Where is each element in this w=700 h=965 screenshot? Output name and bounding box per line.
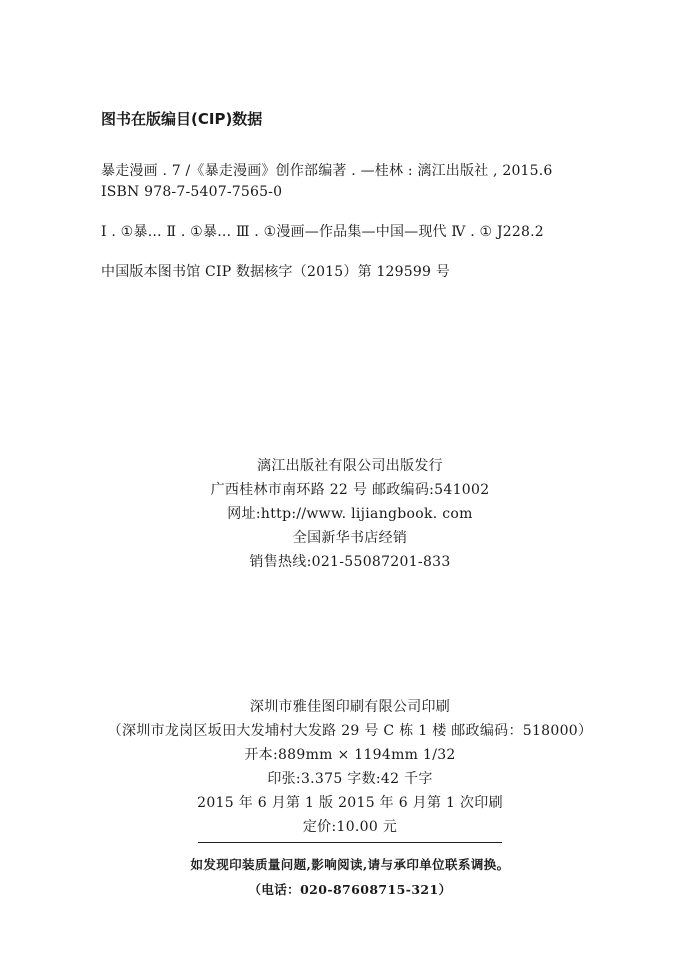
printer-name: 深圳市雅佳图印刷有限公司印刷 (249, 699, 451, 715)
edition-info: 2015 年 6 月第 1 版 2015 年 6 月第 1 次印刷 (197, 795, 503, 811)
publisher-website: 网址:http://www. lijiangbook. com (227, 506, 473, 522)
publisher-name: 漓江出版社有限公司出版发行 (257, 458, 443, 474)
cip-title: 图书在版编目(CIP)数据 (101, 110, 263, 128)
price: 定价:10.00 元 (302, 819, 398, 835)
contact-phone: （电话：020-87608715-321） (248, 882, 452, 897)
book-format: 开本:889mm × 1194mm 1/32 (244, 747, 456, 763)
cip-isbn-line: ISBN 978-7-5407-7565-0 (101, 184, 283, 200)
distributor: 全国新华书店经销 (292, 530, 408, 546)
printer-address: （深圳市龙岗区坂田大发埔村大发路 29 号 C 栋 1 楼 邮政编码：518000） (107, 723, 593, 739)
sales-hotline: 销售热线:021-55087201-833 (249, 554, 451, 570)
cip-classification-line: Ⅰ . ①暴… Ⅱ . ①暴… Ⅲ . ①漫画—作品集—中国—现代 Ⅳ . ① J228.2 (101, 224, 544, 240)
divider-line (198, 842, 502, 843)
quality-notice: 如发现印装质量问题,影响阅读,请与承印单位联系调换。 (190, 857, 510, 872)
publisher-address: 广西桂林市南环路 22 号 邮政编码:541002 (210, 482, 490, 498)
cip-record-number-line: 中国版本图书馆 CIP 数据核字（2015）第 129599 号 (101, 264, 450, 280)
cip-entry-title-line: 暴走漫画 . 7 /《暴走漫画》创作部编著 . —桂林 : 漓江出版社 , 2015.6 (101, 163, 553, 179)
sheets-and-word-count: 印张:3.375 字数:42 千字 (267, 771, 433, 787)
